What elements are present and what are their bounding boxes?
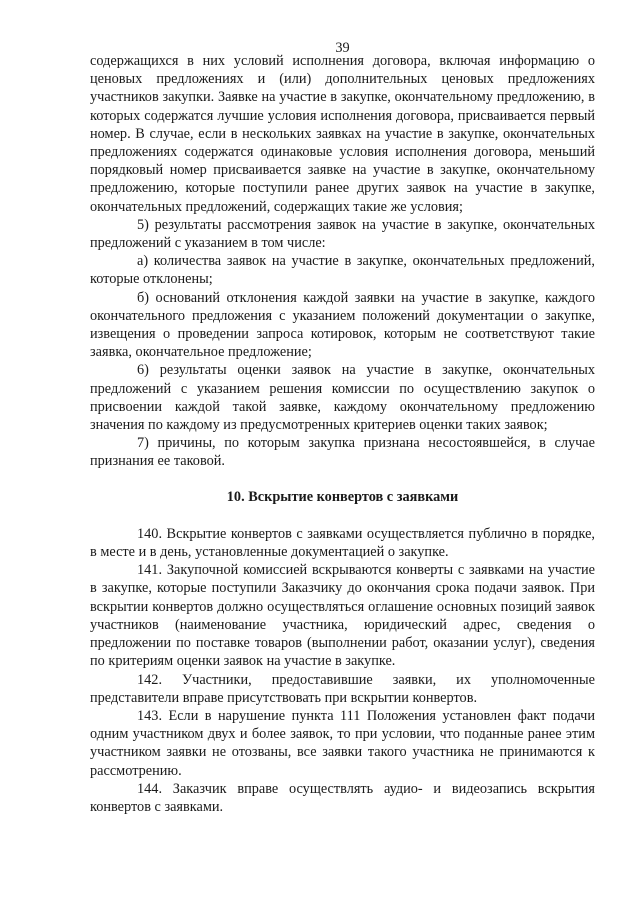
paragraph-item-5: 5) результаты рассмотрения заявок на участие в закупке, окончательных предложений с указанием в том числе: (90, 216, 595, 252)
paragraph-item-7: 7) причины, по которым закупка признана несостоявшейся, в случае признания ее таковой. (90, 435, 595, 470)
paragraph-item-6: 6) результаты оценки заявок на участие в закупке, окончательных предложений с указанием решения комиссии по осуществлению закупок о присвоении каждой такой заявке, каждому окончательному предложению значения по каждому из предусмотренных критериев оценки таких заявок; (90, 362, 595, 434)
body-text (90, 52, 595, 816)
paragraph-144: 144. Заказчик вправе осуществлять аудио- и видеозапись вскрытия конвертов с заявками. (90, 780, 595, 815)
section-heading: 10. Вскрытие конвертов с заявками (226, 488, 459, 505)
paragraph-item-5a: а) количества заявок на участие в закупке, окончательных предложений, которые отклонены; (90, 253, 595, 288)
paragraph-continuation: содержащихся в них условий исполнения договора, включая информацию о ценовых предложениях и (или) дополнительных ценовых предложениях участников закупки. Заявке на участие в закупке, окончательному предложению, в которых содержатся лучшие условия исполнения договора, присваивается первый номер. В случае, если в нескольких заявках на участие в закупке, окончательных предложениях содержатся одинаковые условия исполнения договора, меньший порядковый номер присваивается заявке на участие в закупке, окончательному предложению, которые поступили ранее других заявок на участие в закупке, окончательных предложений, содержащих такие же условия; (90, 53, 595, 215)
paragraph-143: 143. Если в нарушение пункта 111 Положения установлен факт подачи одним участником двух и более заявок, то при условии, что поданные ранее этим участником заявки не отозваны, все заявки такого участника не принимаются к рассмотрению. (90, 707, 595, 779)
paragraph-140: 140. Вскрытие конвертов с заявками осуществляется публично в порядке, в месте и в день, установленные документацией о закупке. (90, 525, 595, 561)
paragraph-item-5b: б) оснований отклонения каждой заявки на участие в закупке, каждого окончательного предложения с указанием положений документации о закупке, извещения о проведении запроса котировок, которым не соответствуют такие заявка, окончательное предложение; (90, 289, 595, 361)
page-number: 39 (335, 40, 350, 56)
paragraph-142: 142. Участники, предоставившие заявки, их уполномоченные представители вправе присутствовать при вскрытии конвертов. (90, 671, 595, 706)
paragraph-141: 141. Закупочной комиссией вскрываются конверты с заявками на участие в закупке, которые поступили Заказчику до окончания срока подачи заявок. При вскрытии конвертов должно осуществляться оглашение основных позиций заявок участников (наименование участника, юридический адрес, сведения о предложении по поставке товаров (выполнении работ, оказании услуг), сведения по критериям оценки заявок на участие в закупке. (90, 562, 595, 670)
